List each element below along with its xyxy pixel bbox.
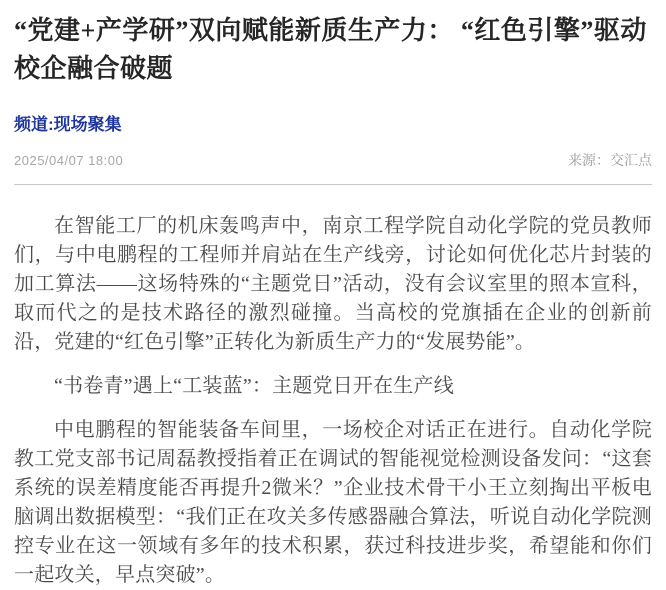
paragraph-workshop: 中电鹏程的智能装备车间里，一场校企对话正在进行。自动化学院教工党支部书记周磊教授指着正在调试的智能视觉检测设备发问：“这套系统的误差精度能否再提升2微米？”企业技术骨干小王立刻掏出平板电脑调出数据模型：“我们正在攻关多传感器融合算法，听说自动化学院测控专业在这一领域有多年的技术积累，获过科技进步奖，希望能和你们一起攻关，早点突破”。 bbox=[14, 419, 652, 586]
channel-link[interactable]: 频道:现场聚集 bbox=[14, 115, 122, 134]
article-page bbox=[0, 12, 666, 590]
paragraph-intro: 在智能工厂的机床轰鸣声中，南京工程学院自动化学院的党员教师们，与中电鹏程的工程师并肩站在生产线旁，讨论如何优化芯片封装的加工算法——这场特殊的“主题党日”活动，没有会议室里的照本宣科，取而代之的是技术路径的激烈碰撞。当高校的党旗插在企业的创新前沿，党建的“红色引擎”正转化为新质生产力的“发展势能”。 bbox=[14, 215, 652, 353]
header-divider bbox=[14, 184, 652, 185]
source-label: 来源：交汇点 bbox=[568, 152, 652, 168]
article-title: “党建+产学研”双向赋能新质生产力： “红色引擎”驱动校企融合破题 bbox=[14, 16, 647, 83]
publish-date: 2025/04/07 18:00 bbox=[14, 153, 124, 168]
section-heading: “书卷青”遇上“工装蓝”：主题党日开在生产线 bbox=[54, 375, 454, 397]
meta-row bbox=[14, 150, 652, 170]
article-body bbox=[14, 193, 652, 590]
